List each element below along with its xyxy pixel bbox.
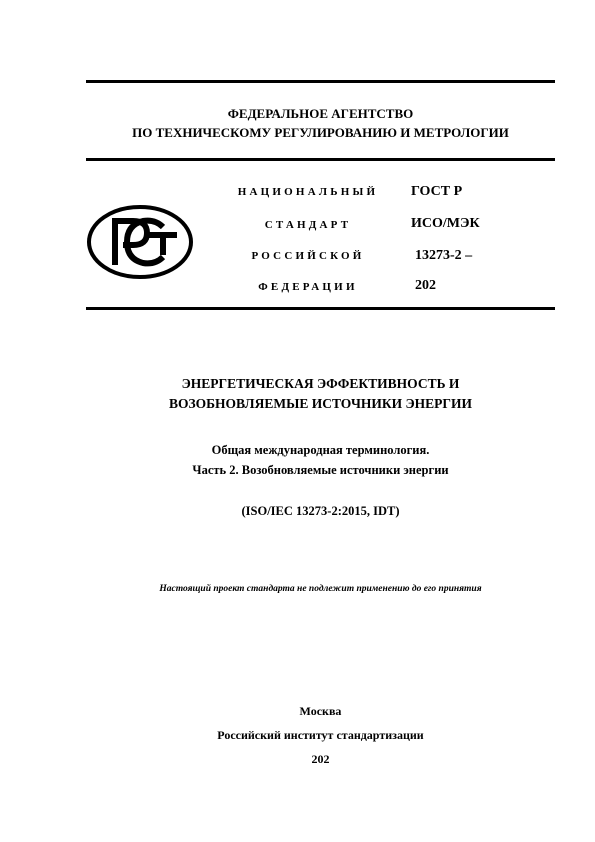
agency-line-2: ПО ТЕХНИЧЕСКОМУ РЕГУЛИРОВАНИЮ И МЕТРОЛОГИИ (132, 125, 509, 140)
publisher-city: Москва (299, 704, 342, 718)
label-federation-text: ФЕДЕРАЦИИ (258, 281, 358, 293)
label-national-text: НАЦИОНАЛЬНЫЙ (237, 186, 379, 198)
document-subtitle (86, 440, 555, 480)
std-id-gost: ГОСТ Р (411, 184, 463, 199)
label-national (208, 186, 408, 198)
std-id-year: 202 (415, 278, 436, 293)
std-id-number: 13273-2 – (415, 248, 473, 263)
document-title (86, 374, 555, 414)
international-reference: (ISO/IEC 13273-2:2015, IDT) (241, 504, 400, 518)
publication-year: 202 (311, 752, 330, 766)
label-russian (208, 250, 408, 262)
label-russian-text: РОССИЙСКОЙ (251, 250, 365, 262)
label-standard (208, 219, 408, 231)
agency-name (86, 104, 555, 142)
top-rule (86, 80, 555, 83)
agency-line-1: ФЕДЕРАЛЬНОЕ АГЕНТСТВО (227, 106, 414, 121)
publisher-institute: Российский институт стандартизации (217, 728, 424, 742)
subtitle-line-1: Общая международная терминология. (211, 443, 430, 457)
gost-r-logo-icon (87, 205, 193, 279)
subtitle-line-2: Часть 2. Возобновляемые источники энергии (192, 463, 449, 477)
standard-rule (86, 307, 555, 310)
title-line-2: ВОЗОБНОВЛЯЕМЫЕ ИСТОЧНИКИ ЭНЕРГИИ (168, 396, 473, 411)
title-line-1: ЭНЕРГЕТИЧЕСКАЯ ЭФФЕКТИВНОСТЬ И (181, 376, 460, 391)
draft-notice: Настоящий проект стандарта не подлежит применению до его принятия (159, 584, 482, 594)
label-standard-text: СТАНДАРТ (264, 219, 352, 231)
std-id-iso: ИСО/МЭК (411, 216, 480, 231)
label-federation (208, 281, 408, 293)
header-rule (86, 158, 555, 161)
